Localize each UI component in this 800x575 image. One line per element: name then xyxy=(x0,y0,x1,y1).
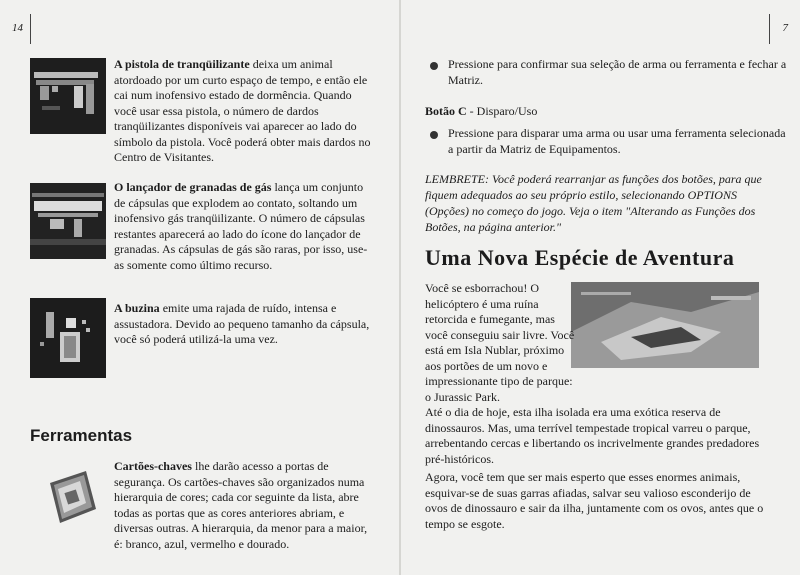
tranquilizer-pistol-name: A pistola de tranqüilizante xyxy=(114,57,250,71)
page-number-left: 14 xyxy=(12,22,23,34)
fire-bullet xyxy=(425,126,793,157)
gas-grenade-launcher-desc: lança um conjunto de cápsulas que explodem ao contato, soltando um inofensivo gás tranqüilizante. O número de cápsulas restantes aparecerá ao lado do ícone do lançador de granadas. As cápsulas de gás são raras, por isso, use-as somente como último recurso. xyxy=(114,180,368,272)
gas-grenade-launcher-text xyxy=(114,180,376,273)
button-c-heading xyxy=(425,104,537,119)
button-c-desc: - Disparo/Uso xyxy=(466,104,538,118)
confirm-bullet-text: Pressione para confirmar sua seleção de arma ou ferramenta e fechar a Matriz. xyxy=(448,57,787,87)
keycards-desc: lhe darão acesso a portas de segurança. Os cartões-chaves são organizados numa hierarquia de cores; cada cor seguinte da lista, abre todas as portas que as cores anteriores abriam, e diversas outras. A hierarquia, da menor para a maior, é: branco, azul, vermelho e dourado. xyxy=(114,459,368,551)
button-c-label: Botão C xyxy=(425,104,467,118)
keycards-name: Cartões-chaves xyxy=(114,459,192,473)
tranquilizer-pistol-image xyxy=(30,58,106,134)
keycards-text xyxy=(114,459,369,552)
paragraph-island xyxy=(425,405,770,467)
helicopter-wreck-image xyxy=(571,282,759,368)
confirm-bullet xyxy=(425,57,793,88)
tools-section-title: Ferramentas xyxy=(30,426,133,445)
gas-grenade-launcher-image xyxy=(30,183,106,259)
page-number-right: 7 xyxy=(782,22,788,34)
tranquilizer-pistol-text xyxy=(114,57,376,166)
tranquilizer-pistol-desc: deixa um animal atordoado por um curto espaço de tempo, e então ele cai num inofensivo estado de dormência. Quando você usar essa pistola, o número de dardos tranqüilizantes disponíveis vai aparecer ao lado do símbolo da pistola. Você poderá obter mais dardos no Centro de Visitantes. xyxy=(114,57,371,164)
left-page xyxy=(0,0,399,575)
air-horn-image xyxy=(30,298,106,378)
bullet-dot-icon xyxy=(430,131,438,139)
bullet-dot-icon xyxy=(430,62,438,70)
paragraph-goal-text: Agora, você tem que ser mais esperto que esses enormes animais, esquivar-se de suas garras afiadas, salvar seu valioso esconderijo de ovos de dinossauro e sair da ilha, juntamente com os ovos, antes que o tempo se esgote. xyxy=(425,470,764,531)
air-horn-name: A buzina xyxy=(114,301,160,315)
reminder-note: LEMBRETE: Você poderá rearranjar as funções dos botões, para que fiquem adequados ao seu próprio estilo, selecionando OPTIONS (Opções) no começo do jogo. Veja o item "Alterando as Funções dos Botões, na página anterior." xyxy=(425,172,762,234)
paragraph-island-text: Até o dia de hoje, esta ilha isolada era uma exótica reserva de dinossauros. Mas, uma terrível tempestade tropical varreu o parque, arrebentando cercas e libertando os incrivelmente grandes predadores pré-históricos. xyxy=(425,405,760,466)
paragraph-intro-text: Você se esborrachou! O helicóptero é uma ruína retorcida e fumegante, mas você conseguiu sair livre. Você está em Isla Nublar, próximo aos portões de um novo e impressionante tipo de parque: o Jurassic Park. xyxy=(425,281,575,404)
air-horn-text xyxy=(114,301,376,348)
air-horn-desc: emite uma rajada de ruído, intensa e assustadora. Devido ao pequeno tamanho da cápsula, você só poderá utilizá-la uma vez. xyxy=(114,301,370,346)
paragraph-goal xyxy=(425,470,770,532)
page-rule xyxy=(30,14,31,44)
right-page xyxy=(401,0,800,575)
gas-grenade-launcher-name: O lançador de granadas de gás xyxy=(114,180,272,194)
fire-bullet-text: Pressione para disparar uma arma ou usar uma ferramenta selecionada a partir da Matriz de Equipamentos. xyxy=(448,126,786,156)
keycard-icon xyxy=(38,465,106,533)
adventure-title: Uma Nova Espécie de Aventura xyxy=(425,245,735,270)
page-rule xyxy=(769,14,770,44)
paragraph-intro xyxy=(425,281,575,405)
